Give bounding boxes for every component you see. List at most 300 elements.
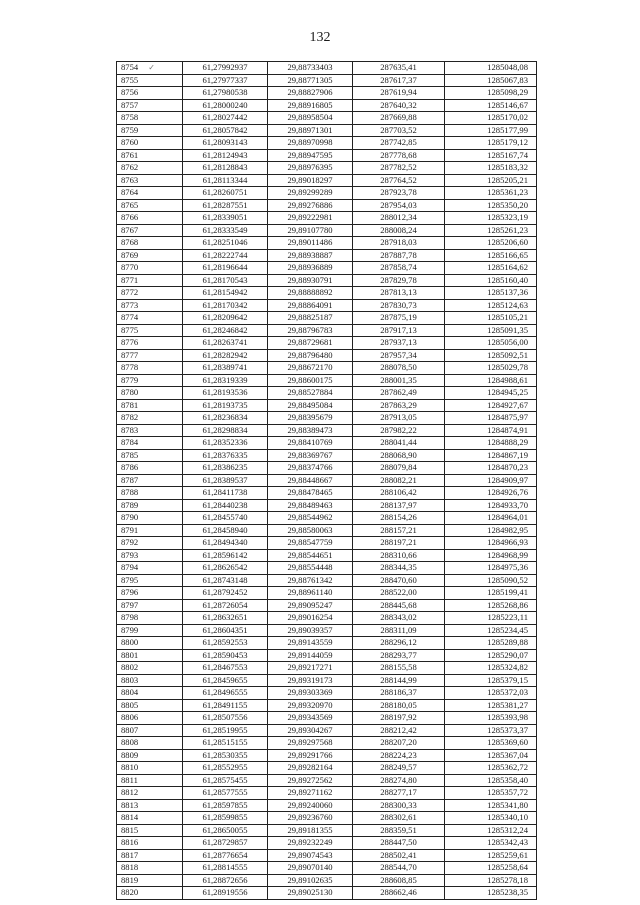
x-coordinate-cell xyxy=(353,624,445,637)
longitude-cell xyxy=(268,512,353,525)
x-coordinate-cell-text: 287937,13 xyxy=(380,337,417,348)
longitude-cell xyxy=(268,837,353,850)
latitude-cell xyxy=(183,612,268,625)
y-coordinate-cell-text: 1284867,19 xyxy=(487,449,528,460)
table-row xyxy=(117,649,537,662)
y-coordinate-cell-text: 1285357,72 xyxy=(487,787,528,798)
point-id-cell-text: 8764 xyxy=(121,187,139,198)
y-coordinate-cell-text: 1284874,91 xyxy=(487,424,528,435)
point-id-cell xyxy=(117,449,183,462)
point-id-cell-text: 8771 xyxy=(121,274,139,285)
point-id-cell xyxy=(117,324,183,337)
longitude-cell-text: 29,88527884 xyxy=(287,387,333,398)
latitude-cell-text: 61,28599855 xyxy=(202,812,248,823)
x-coordinate-cell xyxy=(353,712,445,725)
longitude-cell-text: 29,88864091 xyxy=(287,299,333,310)
latitude-cell xyxy=(183,299,268,312)
point-id-cell xyxy=(117,412,183,425)
longitude-cell-text: 29,89240060 xyxy=(287,799,333,810)
latitude-cell-text: 61,28298834 xyxy=(202,424,248,435)
table-row xyxy=(117,837,537,850)
latitude-cell xyxy=(183,74,268,87)
y-coordinate-cell xyxy=(445,662,537,675)
x-coordinate-cell-text: 288144,99 xyxy=(380,674,417,685)
latitude-cell-text: 61,27977337 xyxy=(202,74,248,85)
longitude-cell xyxy=(268,549,353,562)
point-id-cell xyxy=(117,587,183,600)
x-coordinate-cell-text: 288359,51 xyxy=(380,824,417,835)
longitude-cell-text: 29,88495084 xyxy=(287,399,333,410)
latitude-cell xyxy=(183,374,268,387)
latitude-cell-text: 61,28376335 xyxy=(202,449,248,460)
point-id-cell-text: 8804 xyxy=(121,687,139,698)
x-coordinate-cell xyxy=(353,224,445,237)
latitude-cell xyxy=(183,737,268,750)
point-id-cell xyxy=(117,399,183,412)
x-coordinate-cell-text: 287918,03 xyxy=(380,237,417,248)
y-coordinate-cell-text: 1285146,67 xyxy=(487,99,528,110)
point-id-cell xyxy=(117,562,183,575)
y-coordinate-cell-text: 1285367,04 xyxy=(487,749,528,760)
longitude-cell xyxy=(268,424,353,437)
point-id-cell xyxy=(117,124,183,137)
x-coordinate-cell-text: 287764,52 xyxy=(380,174,417,185)
table-row xyxy=(117,537,537,550)
point-id-cell xyxy=(117,749,183,762)
longitude-cell-text: 29,89320970 xyxy=(287,699,333,710)
x-coordinate-cell xyxy=(353,824,445,837)
latitude-cell xyxy=(183,637,268,650)
longitude-cell-text: 29,88947595 xyxy=(287,149,333,160)
y-coordinate-cell-text: 1285259,61 xyxy=(487,849,528,860)
longitude-cell-text: 29,88958504 xyxy=(287,112,333,123)
x-coordinate-cell xyxy=(353,749,445,762)
point-id-cell-text: 8794 xyxy=(121,562,139,573)
point-id-cell-text: 8817 xyxy=(121,849,139,860)
longitude-cell xyxy=(268,387,353,400)
y-coordinate-cell xyxy=(445,512,537,525)
point-id-cell xyxy=(117,424,183,437)
x-coordinate-cell-text: 288106,42 xyxy=(380,487,417,498)
x-coordinate-cell xyxy=(353,637,445,650)
latitude-cell-text: 61,28260751 xyxy=(202,187,248,198)
point-id-cell xyxy=(117,349,183,362)
x-coordinate-cell xyxy=(353,774,445,787)
latitude-cell xyxy=(183,262,268,275)
point-id-cell-text: 8818 xyxy=(121,862,139,873)
longitude-cell xyxy=(268,74,353,87)
y-coordinate-cell-text: 1285258,64 xyxy=(487,862,528,873)
longitude-cell xyxy=(268,62,353,75)
y-coordinate-cell xyxy=(445,424,537,437)
longitude-cell-text: 29,89095247 xyxy=(287,599,333,610)
point-id-cell-text: 8813 xyxy=(121,799,139,810)
longitude-cell xyxy=(268,637,353,650)
point-id-cell-text: 8820 xyxy=(121,887,139,898)
y-coordinate-cell-text: 1284933,70 xyxy=(487,499,528,510)
latitude-cell-text: 61,28515155 xyxy=(202,737,248,748)
latitude-cell-text: 61,27980538 xyxy=(202,87,248,98)
x-coordinate-cell-text: 288310,66 xyxy=(380,549,417,560)
longitude-cell-text: 29,89276886 xyxy=(287,199,333,210)
longitude-cell-text: 29,88389473 xyxy=(287,424,333,435)
latitude-cell-text: 61,28596142 xyxy=(202,549,248,560)
table-row xyxy=(117,712,537,725)
point-id-cell xyxy=(117,599,183,612)
table-row xyxy=(117,337,537,350)
table-row xyxy=(117,424,537,437)
longitude-cell xyxy=(268,787,353,800)
point-id-cell-text: 8774 xyxy=(121,312,139,323)
longitude-cell xyxy=(268,312,353,325)
point-id-cell-text: 8809 xyxy=(121,749,139,760)
latitude-cell xyxy=(183,324,268,337)
x-coordinate-cell-text: 287863,29 xyxy=(380,399,417,410)
longitude-cell xyxy=(268,762,353,775)
x-coordinate-cell-text: 288207,20 xyxy=(380,737,417,748)
x-coordinate-cell xyxy=(353,162,445,175)
table-row xyxy=(117,562,537,575)
x-coordinate-cell xyxy=(353,724,445,737)
x-coordinate-cell xyxy=(353,474,445,487)
latitude-cell-text: 61,28282942 xyxy=(202,349,248,360)
latitude-cell-text: 61,28919556 xyxy=(202,887,248,898)
point-id-cell xyxy=(117,199,183,212)
x-coordinate-cell-text: 288470,60 xyxy=(380,574,417,585)
y-coordinate-cell xyxy=(445,87,537,100)
longitude-cell-text: 29,89343569 xyxy=(287,712,333,723)
point-id-cell-text: 8805 xyxy=(121,699,139,710)
y-coordinate-cell xyxy=(445,249,537,262)
point-id-cell-text: 8761 xyxy=(121,149,139,160)
latitude-cell-text: 61,28726054 xyxy=(202,599,248,610)
table-row xyxy=(117,474,537,487)
x-coordinate-cell xyxy=(353,149,445,162)
x-coordinate-cell xyxy=(353,762,445,775)
point-id-cell xyxy=(117,87,183,100)
point-id-cell-text: 8801 xyxy=(121,649,139,660)
latitude-cell-text: 61,28494340 xyxy=(202,537,248,548)
y-coordinate-cell-text: 1285268,86 xyxy=(487,599,528,610)
point-id-cell-text: 8768 xyxy=(121,237,139,248)
y-coordinate-cell xyxy=(445,274,537,287)
point-id-cell-text: 8793 xyxy=(121,549,139,560)
y-coordinate-cell xyxy=(445,437,537,450)
y-coordinate-cell-text: 1285379,15 xyxy=(487,674,528,685)
longitude-cell-text: 29,88888892 xyxy=(287,287,333,298)
point-id-cell xyxy=(117,787,183,800)
y-coordinate-cell xyxy=(445,349,537,362)
y-coordinate-cell xyxy=(445,612,537,625)
y-coordinate-cell xyxy=(445,649,537,662)
point-id-cell-text: 8776 xyxy=(121,337,139,348)
longitude-cell xyxy=(268,399,353,412)
point-id-cell xyxy=(117,474,183,487)
table-row xyxy=(117,724,537,737)
latitude-cell-text: 61,28577555 xyxy=(202,787,248,798)
x-coordinate-cell xyxy=(353,837,445,850)
latitude-cell xyxy=(183,437,268,450)
y-coordinate-cell-text: 1285090,52 xyxy=(487,574,528,585)
y-coordinate-cell xyxy=(445,862,537,875)
point-id-cell-text: 8786 xyxy=(121,462,139,473)
point-id-cell-text: 8798 xyxy=(121,612,139,623)
y-coordinate-cell xyxy=(445,462,537,475)
latitude-cell xyxy=(183,774,268,787)
latitude-cell xyxy=(183,87,268,100)
longitude-cell-text: 29,89011486 xyxy=(287,237,333,248)
x-coordinate-cell xyxy=(353,174,445,187)
point-id-cell xyxy=(117,687,183,700)
point-id-cell xyxy=(117,112,183,125)
y-coordinate-cell xyxy=(445,624,537,637)
latitude-cell xyxy=(183,412,268,425)
x-coordinate-cell xyxy=(353,787,445,800)
latitude-cell-text: 61,28339051 xyxy=(202,212,248,223)
table-row xyxy=(117,162,537,175)
point-id-cell-text: 8807 xyxy=(121,724,139,735)
latitude-cell xyxy=(183,287,268,300)
point-id-cell-text: 8795 xyxy=(121,574,139,585)
x-coordinate-cell-text: 288224,23 xyxy=(380,749,417,760)
longitude-cell-text: 29,88796783 xyxy=(287,324,333,335)
y-coordinate-cell xyxy=(445,387,537,400)
table-row xyxy=(117,124,537,137)
longitude-cell-text: 29,88971301 xyxy=(287,124,333,135)
x-coordinate-cell-text: 288608,85 xyxy=(380,874,417,885)
y-coordinate-cell xyxy=(445,174,537,187)
x-coordinate-cell-text: 288155,58 xyxy=(380,662,417,673)
x-coordinate-cell xyxy=(353,437,445,450)
y-coordinate-cell xyxy=(445,549,537,562)
latitude-cell-text: 61,28124943 xyxy=(202,149,248,160)
x-coordinate-cell-text: 287954,03 xyxy=(380,199,417,210)
y-coordinate-cell-text: 1284909,97 xyxy=(487,474,528,485)
point-id-cell-text: 8758 xyxy=(121,112,139,123)
point-id-cell xyxy=(117,487,183,500)
latitude-cell xyxy=(183,787,268,800)
x-coordinate-cell xyxy=(353,199,445,212)
latitude-cell-text: 61,28592553 xyxy=(202,637,248,648)
y-coordinate-cell xyxy=(445,99,537,112)
latitude-cell xyxy=(183,862,268,875)
latitude-cell xyxy=(183,749,268,762)
longitude-cell-text: 29,88825187 xyxy=(287,312,333,323)
latitude-cell xyxy=(183,249,268,262)
y-coordinate-cell xyxy=(445,262,537,275)
point-id-cell-text: 8760 xyxy=(121,137,139,148)
y-coordinate-cell xyxy=(445,412,537,425)
y-coordinate-cell xyxy=(445,812,537,825)
table-row xyxy=(117,174,537,187)
point-id-cell-text: 8803 xyxy=(121,674,139,685)
x-coordinate-cell-text: 288544,70 xyxy=(380,862,417,873)
table-row xyxy=(117,887,537,900)
latitude-cell xyxy=(183,174,268,187)
longitude-cell xyxy=(268,662,353,675)
table-body xyxy=(117,62,537,900)
longitude-cell xyxy=(268,774,353,787)
x-coordinate-cell-text: 288311,09 xyxy=(380,624,417,635)
point-id-cell-text: 8782 xyxy=(121,412,139,423)
latitude-cell xyxy=(183,399,268,412)
longitude-cell xyxy=(268,749,353,762)
y-coordinate-cell xyxy=(445,324,537,337)
longitude-cell-text: 29,89018297 xyxy=(287,174,333,185)
longitude-cell xyxy=(268,212,353,225)
latitude-cell-text: 61,28496555 xyxy=(202,687,248,698)
x-coordinate-cell-text: 287917,13 xyxy=(380,324,417,335)
y-coordinate-cell xyxy=(445,149,537,162)
longitude-cell-text: 29,88970998 xyxy=(287,137,333,148)
y-coordinate-cell-text: 1284926,76 xyxy=(487,487,528,498)
point-id-cell-text: 8757 xyxy=(121,99,139,110)
point-id-cell-text: 8800 xyxy=(121,637,139,648)
x-coordinate-cell-text: 288180,05 xyxy=(380,699,417,710)
point-id-cell-text: 8755 xyxy=(121,74,139,85)
x-coordinate-cell xyxy=(353,449,445,462)
point-id-cell-text: 8788 xyxy=(121,487,139,498)
latitude-cell xyxy=(183,574,268,587)
latitude-cell-text: 61,28209642 xyxy=(202,312,248,323)
point-id-cell xyxy=(117,549,183,562)
table-row xyxy=(117,737,537,750)
table-row xyxy=(117,637,537,650)
latitude-cell xyxy=(183,424,268,437)
latitude-cell xyxy=(183,212,268,225)
x-coordinate-cell xyxy=(353,349,445,362)
x-coordinate-cell-text: 288001,35 xyxy=(380,374,417,385)
latitude-cell xyxy=(183,337,268,350)
x-coordinate-cell xyxy=(353,112,445,125)
point-id-cell-text: 8816 xyxy=(121,837,139,848)
latitude-cell-text: 61,28597855 xyxy=(202,799,248,810)
latitude-cell xyxy=(183,187,268,200)
point-id-cell xyxy=(117,874,183,887)
longitude-cell xyxy=(268,149,353,162)
latitude-cell-text: 61,28575455 xyxy=(202,774,248,785)
longitude-cell-text: 29,89107780 xyxy=(287,224,333,235)
point-id-cell-text: 8810 xyxy=(121,762,139,773)
x-coordinate-cell xyxy=(353,212,445,225)
x-coordinate-cell-text: 287862,49 xyxy=(380,387,417,398)
point-id-cell xyxy=(117,837,183,850)
y-coordinate-cell-text: 1285289,88 xyxy=(487,637,528,648)
x-coordinate-cell xyxy=(353,399,445,412)
latitude-cell-text: 61,28458940 xyxy=(202,524,248,535)
table-row xyxy=(117,199,537,212)
x-coordinate-cell-text: 287830,73 xyxy=(380,299,417,310)
longitude-cell-text: 29,88796480 xyxy=(287,349,333,360)
y-coordinate-cell xyxy=(445,62,537,75)
point-id-cell xyxy=(117,812,183,825)
y-coordinate-cell xyxy=(445,487,537,500)
latitude-cell xyxy=(183,449,268,462)
point-id-cell xyxy=(117,374,183,387)
table-row xyxy=(117,312,537,325)
table-row xyxy=(117,324,537,337)
latitude-cell xyxy=(183,699,268,712)
longitude-cell-text: 29,89217271 xyxy=(287,662,333,673)
x-coordinate-cell-text: 287782,52 xyxy=(380,162,417,173)
longitude-cell-text: 29,88672170 xyxy=(287,362,333,373)
latitude-cell xyxy=(183,62,268,75)
y-coordinate-cell xyxy=(445,737,537,750)
latitude-cell xyxy=(183,137,268,150)
point-id-cell xyxy=(117,187,183,200)
y-coordinate-cell xyxy=(445,799,537,812)
x-coordinate-cell-text: 288012,34 xyxy=(380,212,417,223)
point-id-cell xyxy=(117,262,183,275)
latitude-cell-text: 61,28057842 xyxy=(202,124,248,135)
y-coordinate-cell xyxy=(445,112,537,125)
x-coordinate-cell xyxy=(353,124,445,137)
x-coordinate-cell xyxy=(353,137,445,150)
x-coordinate-cell xyxy=(353,524,445,537)
y-coordinate-cell xyxy=(445,562,537,575)
y-coordinate-cell-text: 1285278,18 xyxy=(487,874,528,885)
point-id-cell xyxy=(117,74,183,87)
longitude-cell-text: 29,89181355 xyxy=(287,824,333,835)
x-coordinate-cell-text: 287778,68 xyxy=(380,149,417,160)
y-coordinate-cell-text: 1285290,07 xyxy=(487,649,528,660)
x-coordinate-cell xyxy=(353,612,445,625)
x-coordinate-cell xyxy=(353,262,445,275)
y-coordinate-cell-text: 1285340,10 xyxy=(487,812,528,823)
x-coordinate-cell-text: 288137,97 xyxy=(380,499,417,510)
table-row xyxy=(117,237,537,250)
pencil-tick-icon: ✓ xyxy=(148,63,155,73)
x-coordinate-cell-text: 288302,61 xyxy=(380,812,417,823)
y-coordinate-cell-text: 1285179,12 xyxy=(487,137,528,148)
longitude-cell xyxy=(268,499,353,512)
point-id-cell-text: 8770 xyxy=(121,262,139,273)
y-coordinate-cell xyxy=(445,287,537,300)
table-row xyxy=(117,87,537,100)
latitude-cell-text: 61,28000240 xyxy=(202,99,248,110)
y-coordinate-cell-text: 1284968,99 xyxy=(487,549,528,560)
point-id-cell xyxy=(117,499,183,512)
longitude-cell-text: 29,88930791 xyxy=(287,274,333,285)
y-coordinate-cell xyxy=(445,74,537,87)
latitude-cell xyxy=(183,649,268,662)
latitude-cell-text: 61,28872656 xyxy=(202,874,248,885)
table-row xyxy=(117,487,537,500)
y-coordinate-cell xyxy=(445,524,537,537)
point-id-cell xyxy=(117,849,183,862)
longitude-cell-text: 29,89016254 xyxy=(287,612,333,623)
point-id-cell xyxy=(117,287,183,300)
point-id-cell-text: 8763 xyxy=(121,174,139,185)
table-row xyxy=(117,362,537,375)
point-id-cell xyxy=(117,712,183,725)
latitude-cell-text: 61,28113344 xyxy=(202,174,248,185)
longitude-cell-text: 29,88729681 xyxy=(287,337,333,348)
longitude-cell-text: 29,89236760 xyxy=(287,812,333,823)
point-id-cell xyxy=(117,699,183,712)
longitude-cell-text: 29,89232249 xyxy=(287,837,333,848)
x-coordinate-cell-text: 288293,77 xyxy=(380,649,417,660)
table-row xyxy=(117,262,537,275)
latitude-cell xyxy=(183,874,268,887)
latitude-cell-text: 61,28411738 xyxy=(202,487,248,498)
point-id-cell xyxy=(117,337,183,350)
table-row xyxy=(117,699,537,712)
x-coordinate-cell xyxy=(353,362,445,375)
y-coordinate-cell xyxy=(445,687,537,700)
point-id-cell xyxy=(117,312,183,325)
x-coordinate-cell-text: 287957,34 xyxy=(380,349,417,360)
